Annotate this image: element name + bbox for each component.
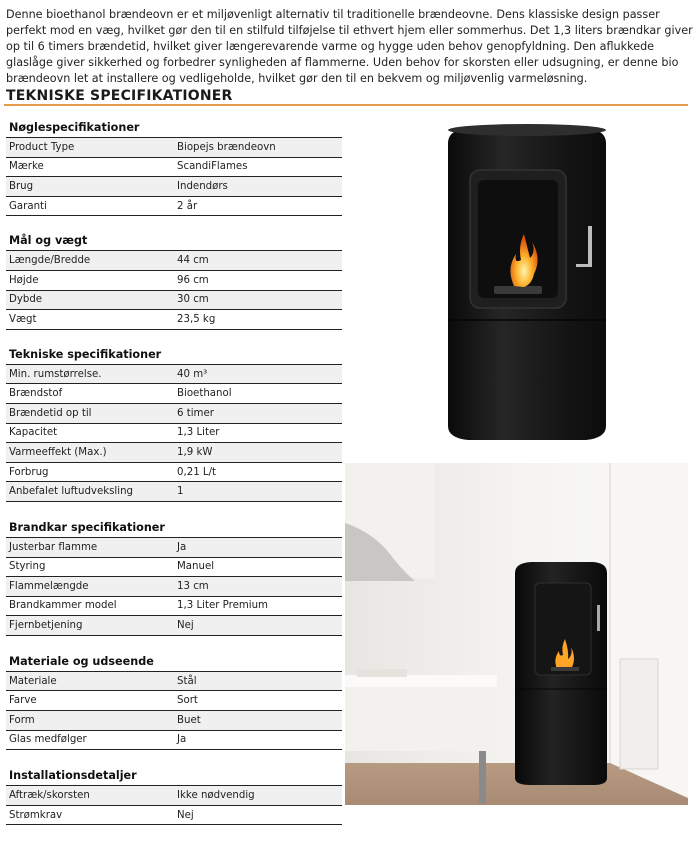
table-row	[6, 310, 342, 330]
spec-key: Brug	[6, 177, 177, 197]
table-row	[6, 537, 342, 557]
spec-key: Varmeeffekt (Max.)	[6, 443, 177, 463]
table-row	[6, 805, 342, 825]
book	[357, 669, 407, 677]
spec-table	[6, 785, 342, 825]
door-handle-base	[576, 264, 592, 267]
spec-key: Justerbar flamme	[6, 537, 177, 557]
table-row	[6, 596, 342, 616]
spec-value: Buet	[177, 711, 342, 731]
table-row	[6, 138, 342, 158]
table-row	[6, 157, 342, 177]
spec-key: Brændetid op til	[6, 403, 177, 423]
spec-group-burner	[6, 518, 342, 636]
table-row	[6, 364, 342, 384]
spec-table	[6, 537, 342, 636]
spec-key: Mærke	[6, 157, 177, 177]
table-row	[6, 384, 342, 404]
table-row	[6, 177, 342, 197]
burner	[494, 286, 542, 294]
spec-value: 1	[177, 482, 342, 502]
table-row	[6, 251, 342, 271]
spec-value: 13 cm	[177, 577, 342, 597]
spec-key: Længde/Bredde	[6, 251, 177, 271]
spec-group-title: Brandkar specifikationer	[9, 520, 165, 534]
spec-value: Ja	[177, 537, 342, 557]
spec-table	[6, 671, 342, 750]
spec-value: 2 år	[177, 196, 342, 216]
spec-value: 40 m³	[177, 364, 342, 384]
table-row	[6, 196, 342, 216]
spec-table	[6, 137, 342, 216]
table-row	[6, 482, 342, 502]
spec-group-title: Nøglespecifikationer	[9, 121, 140, 134]
spec-value: Ikke nødvendig	[177, 786, 342, 806]
spec-value: Biopejs brændeovn	[177, 138, 342, 158]
table-row	[6, 403, 342, 423]
spec-key: Forbrug	[6, 462, 177, 482]
table-row	[6, 462, 342, 482]
intro-paragraph: Denne bioethanol brændeovn er et miljøvenligt alternativ til traditionelle brændeovne. Dens klassiske design passer perfekt mod en væg, hvilket gør den til en stilfuld tilføjelse til ethvert hjem eller sommerhus. Det 1,3 liters brændkar giver op til 6 timers brændetid, hvilket giver længerevarende varme og hygge uden behov genopfyldning. Den aflukkede glaslåge giver sikkerhed og forbedrer synligheden af flammerne. Uden behov for skorsten eller udsugning, er denne bio brændeovn let at installere og vedligeholde, hvilket gør den til en bekvem og miljøvenlig varmeløsning.	[6, 8, 693, 85]
spec-key: Min. rumstørrelse.	[6, 364, 177, 384]
burner	[551, 667, 579, 671]
spec-table	[6, 250, 342, 329]
spec-value: Nej	[177, 616, 342, 636]
spec-group-technical	[6, 345, 342, 502]
table-row	[6, 290, 342, 310]
spec-key: Farve	[6, 691, 177, 711]
spec-value: Bioethanol	[177, 384, 342, 404]
radiator	[620, 659, 658, 769]
spec-value: 6 timer	[177, 403, 342, 423]
spec-group-title: Mål og vægt	[9, 234, 88, 248]
spec-key: Anbefalet luftudveksling	[6, 482, 177, 502]
spec-value: 96 cm	[177, 270, 342, 290]
spec-group-installation	[6, 766, 342, 825]
spec-key: Vægt	[6, 310, 177, 330]
spec-value: Ja	[177, 730, 342, 750]
spec-key: Glas medfølger	[6, 730, 177, 750]
spec-key: Fjernbetjening	[6, 616, 177, 636]
spec-key: Kapacitet	[6, 423, 177, 443]
bench	[345, 681, 495, 751]
spec-tables	[6, 118, 342, 825]
spec-value: Nej	[177, 805, 342, 825]
spec-value: 1,3 Liter Premium	[177, 596, 342, 616]
table-row	[6, 443, 342, 463]
spec-value: ScandiFlames	[177, 157, 342, 177]
spec-value: Sort	[177, 691, 342, 711]
spec-group-title: Tekniske specifikationer	[9, 347, 162, 361]
spec-key: Aftræk/skorsten	[6, 786, 177, 806]
spec-group-title: Installationsdetaljer	[9, 769, 137, 783]
spec-key: Strømkrav	[6, 805, 177, 825]
table-row	[6, 557, 342, 577]
spec-key: Styring	[6, 557, 177, 577]
table-row	[6, 711, 342, 731]
table-row	[6, 671, 342, 691]
table-row	[6, 270, 342, 290]
spec-key: Flammelængde	[6, 577, 177, 597]
spec-key: Dybde	[6, 290, 177, 310]
spec-value: 23,5 kg	[177, 310, 342, 330]
product-photo	[428, 108, 628, 463]
door-handle	[588, 226, 592, 266]
section-divider	[4, 104, 688, 106]
spec-value: 30 cm	[177, 290, 342, 310]
spec-value: 1,9 kW	[177, 443, 342, 463]
room-photo	[345, 463, 688, 805]
spec-value: Indendørs	[177, 177, 342, 197]
stove-top	[448, 124, 606, 136]
table-row	[6, 577, 342, 597]
door-handle	[597, 605, 600, 631]
spec-group-title: Materiale og udseende	[9, 654, 154, 668]
spec-value: 0,21 L/t	[177, 462, 342, 482]
spec-table	[6, 364, 342, 502]
spec-key: Brandkammer model	[6, 596, 177, 616]
table-row	[6, 423, 342, 443]
spec-group-material	[6, 652, 342, 750]
section-title: TEKNISKE SPECIFIKATIONER	[6, 88, 233, 104]
spec-key: Brændstof	[6, 384, 177, 404]
spec-key: Form	[6, 711, 177, 731]
spec-value: Manuel	[177, 557, 342, 577]
spec-key: Højde	[6, 270, 177, 290]
spec-value: 1,3 Liter	[177, 423, 342, 443]
spec-key: Garanti	[6, 196, 177, 216]
table-row	[6, 730, 342, 750]
spec-group-key	[6, 118, 342, 216]
table-row	[6, 616, 342, 636]
spec-key: Product Type	[6, 138, 177, 158]
spec-value: Stål	[177, 671, 342, 691]
spec-value: 44 cm	[177, 251, 342, 271]
spec-group-dimensions	[6, 231, 342, 329]
table-row	[6, 786, 342, 806]
bench-leg	[479, 751, 486, 803]
table-row	[6, 691, 342, 711]
spec-key: Materiale	[6, 671, 177, 691]
